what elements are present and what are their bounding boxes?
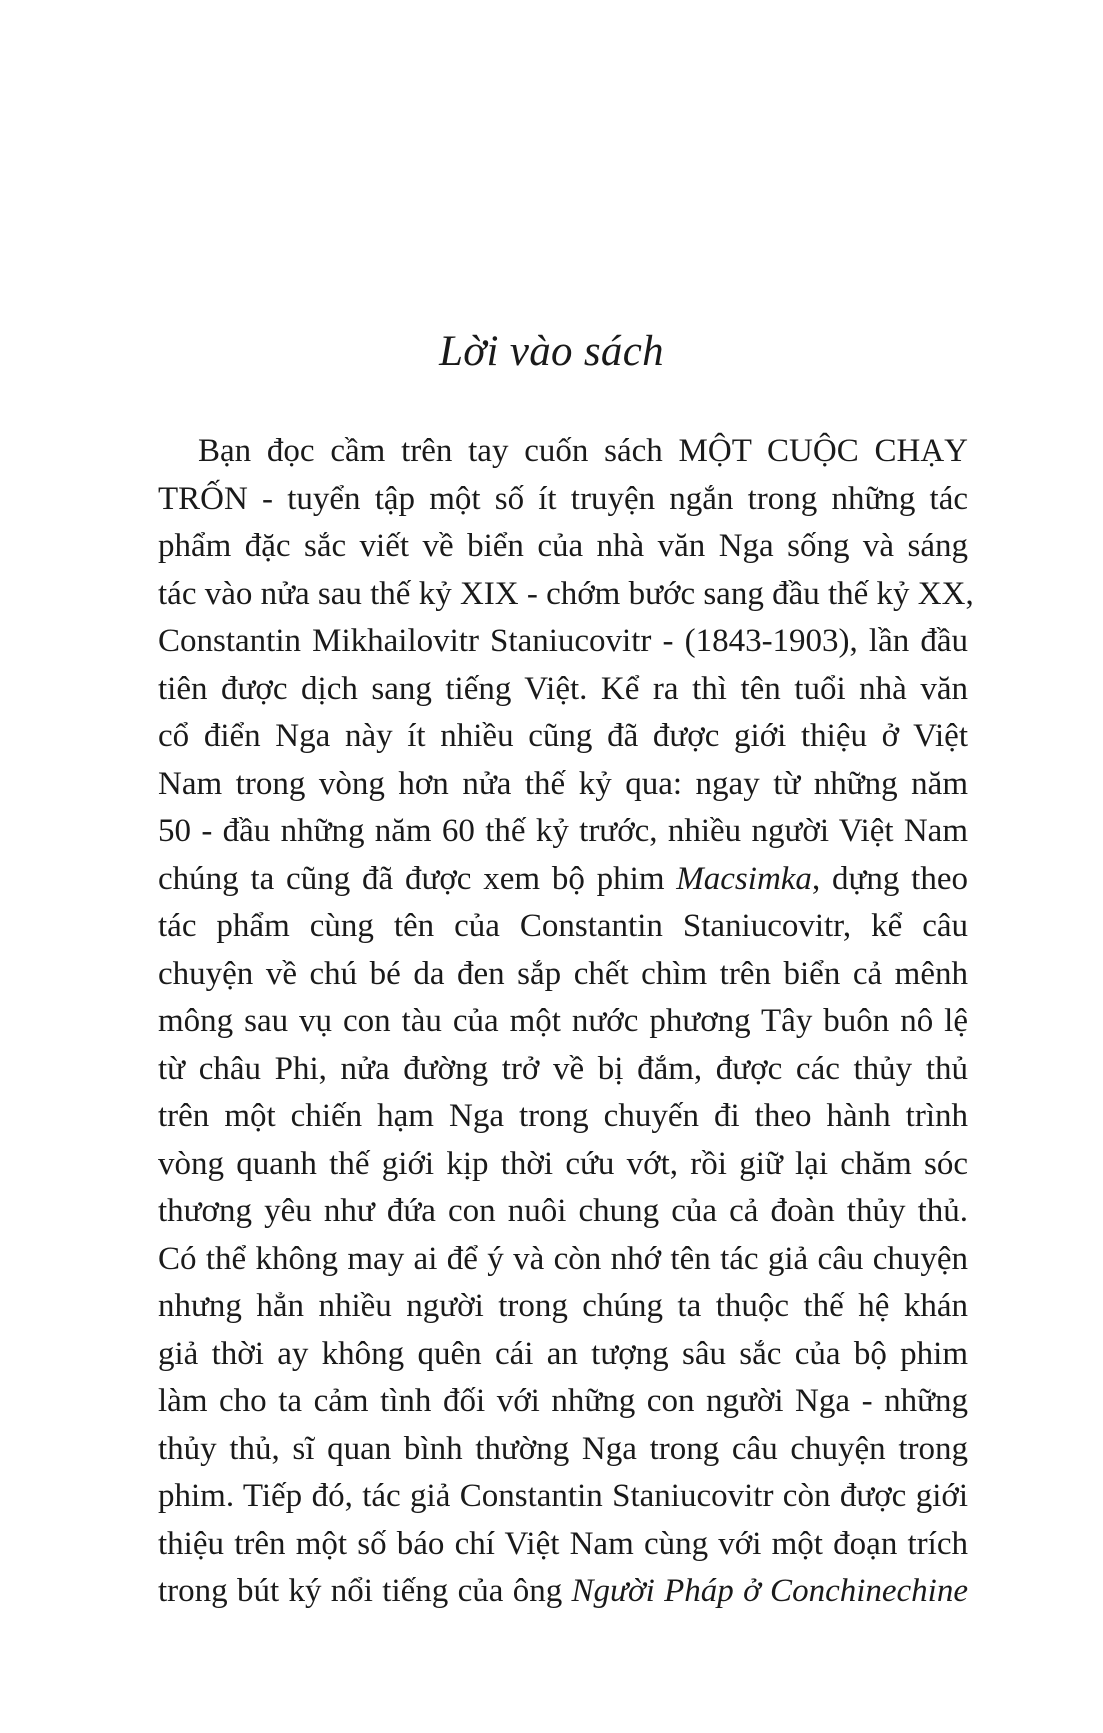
text-line: tác vào nửa sau thế kỷ XIX - chớm bước sang đầu thế kỷ XX, — [158, 575, 974, 612]
text-line: Constantin Mikhailovitr Staniucovitr - (1843-1903), lần đầu — [158, 623, 968, 659]
text-segment: , dựng theo — [811, 860, 968, 897]
text-line: từ châu Phi, nửa đường trở về bị đắm, được các thủy thủ — [158, 1050, 968, 1087]
text-line: phẩm đặc sắc viết về biển của nhà văn Nga sống và sáng — [158, 528, 968, 564]
text-segment: trong bút ký nổi tiếng của ông — [158, 1573, 572, 1609]
text-line: trên một chiến hạm Nga trong chuyến đi theo hành trình — [158, 1098, 968, 1134]
text-line: tác phẩm cùng tên của Constantin Staniucovitr, kể câu — [158, 908, 968, 944]
text-line: tiên được dịch sang tiếng Việt. Kể ra thì tên tuổi nhà văn — [158, 670, 968, 707]
text-line: cổ điển Nga này ít nhiều cũng đã được giới thiệu ở Việt — [158, 718, 968, 754]
text-line-with-film-title — [158, 856, 968, 904]
text-line: mông sau vụ con tàu của một nước phương Tây buôn nô lệ — [158, 1003, 968, 1039]
text-line: phim. Tiếp đó, tác giả Constantin Staniucovitr còn được giới — [158, 1478, 968, 1514]
preface-paragraph — [158, 428, 974, 1616]
text-line: thủy thủ, sĩ quan bình thường Nga trong câu chuyện trong — [158, 1430, 968, 1467]
text-line: vòng quanh thế giới kịp thời cứu vớt, rồi giữ lại chăm sóc — [158, 1145, 968, 1182]
text-line: Nam trong vòng hơn nửa thế kỷ qua: ngay từ những năm — [158, 765, 968, 802]
text-line-with-book-title — [158, 1568, 968, 1616]
text-line: Bạn đọc cầm trên tay cuốn sách MỘT CUỘC CHẠY — [198, 433, 968, 469]
film-title: Macsimka — [676, 860, 812, 897]
text-line: thương yêu như đứa con nuôi chung của cả đoàn thủy thủ. — [158, 1193, 968, 1229]
text-line: giả thời ay không quên cái an tượng sâu sắc của bộ phim — [158, 1335, 968, 1372]
chapter-title: Lời vào sách — [439, 328, 664, 375]
book-title: Người Pháp ở Conchinechine — [571, 1573, 968, 1609]
text-line: Có thể không may ai để ý và còn nhớ tên tác giả câu chuyện — [158, 1240, 968, 1277]
text-line: TRỐN - tuyển tập một số ít truyện ngắn trong những tác — [158, 480, 968, 517]
text-line: thiệu trên một số báo chí Việt Nam cùng với một đoạn trích — [158, 1525, 968, 1562]
text-line: làm cho ta cảm tình đối với những con người Nga - những — [158, 1383, 968, 1419]
text-segment: chúng ta cũng đã được xem bộ phim — [158, 860, 677, 897]
text-line: chuyện về chú bé da đen sắp chết chìm trên biển cả mênh — [158, 955, 968, 992]
text-line: 50 - đầu những năm 60 thế kỷ trước, nhiều người Việt Nam — [158, 813, 968, 849]
text-line: nhưng hẳn nhiều người trong chúng ta thuộc thế hệ khán — [158, 1288, 968, 1324]
